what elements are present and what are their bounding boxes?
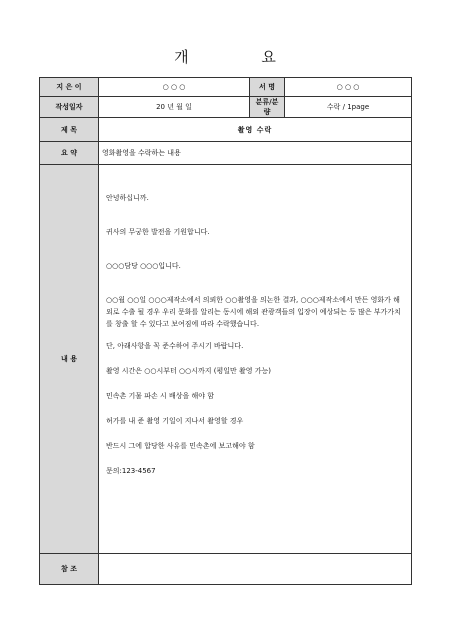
- contact-text: 문의:123-4567: [106, 467, 156, 475]
- subject-label: 제 목: [40, 118, 99, 142]
- summary-label: 요 약: [40, 142, 99, 165]
- subject-row: [40, 118, 412, 142]
- condition-item-3: 허가를 내 준 촬영 기일이 지나서 촬영할 경우: [106, 417, 244, 425]
- reference-label: 참 조: [40, 554, 99, 585]
- reviewer-label: 서 명: [250, 78, 285, 97]
- subject-value: 촬영 수락: [99, 118, 412, 142]
- page-title: 개 요: [174, 48, 310, 66]
- category-label: 분류/분량: [250, 97, 285, 118]
- notice-text: 단, 아래사항을 꼭 준수하여 주시기 바랍니다.: [106, 342, 244, 350]
- main-paragraph: ○○월 ○○일 ○○○제작소에서 의뢰한 ○○촬영을 의논한 결과, ○○○제작소에서 만든 영화가 해외로 수출 될 경우 우리 문화를 알리는 동시에 해외 관광객들의 입장이 예상되는 등 많은 부가가치를 창출 할 수 있다고 보여짐에 따라 수락했습니다.: [106, 296, 401, 328]
- summary-value: 영화촬영을 수락하는 내용: [99, 142, 412, 165]
- wish-text: 귀사의 무궁한 발전을 기원합니다.: [106, 228, 210, 236]
- author-value: ○ ○ ○: [99, 78, 250, 97]
- date-label: 작성일자: [40, 97, 99, 118]
- category-value: 수락 / 1page: [285, 97, 412, 118]
- content-row: [40, 165, 412, 554]
- content-body: [99, 165, 412, 554]
- greeting-text: 안녕하십니까.: [106, 194, 149, 202]
- condition-item-4: 반드시 그에 합당한 사유를 민속촌에 보고해야 함: [106, 442, 255, 450]
- reviewer-value: ○ ○ ○: [285, 78, 412, 97]
- intro-text: ○○○담당 ○○○입니다.: [106, 262, 181, 270]
- date-row: [40, 97, 412, 118]
- summary-row: [40, 142, 412, 165]
- content-label: 내 용: [40, 165, 99, 554]
- reference-value: [99, 554, 412, 585]
- condition-item-2: 민속촌 기물 파손 시 배상을 해야 함: [106, 392, 215, 400]
- author-row: [40, 78, 412, 97]
- reference-row: [40, 554, 412, 585]
- date-value: 20 년 월 일: [99, 97, 250, 118]
- author-label: 지 은 이: [40, 78, 99, 97]
- overview-form: [39, 77, 412, 585]
- condition-item-1: 촬영 시간은 ○○시부터 ○○시까지 (평일만 촬영 가능): [106, 367, 271, 375]
